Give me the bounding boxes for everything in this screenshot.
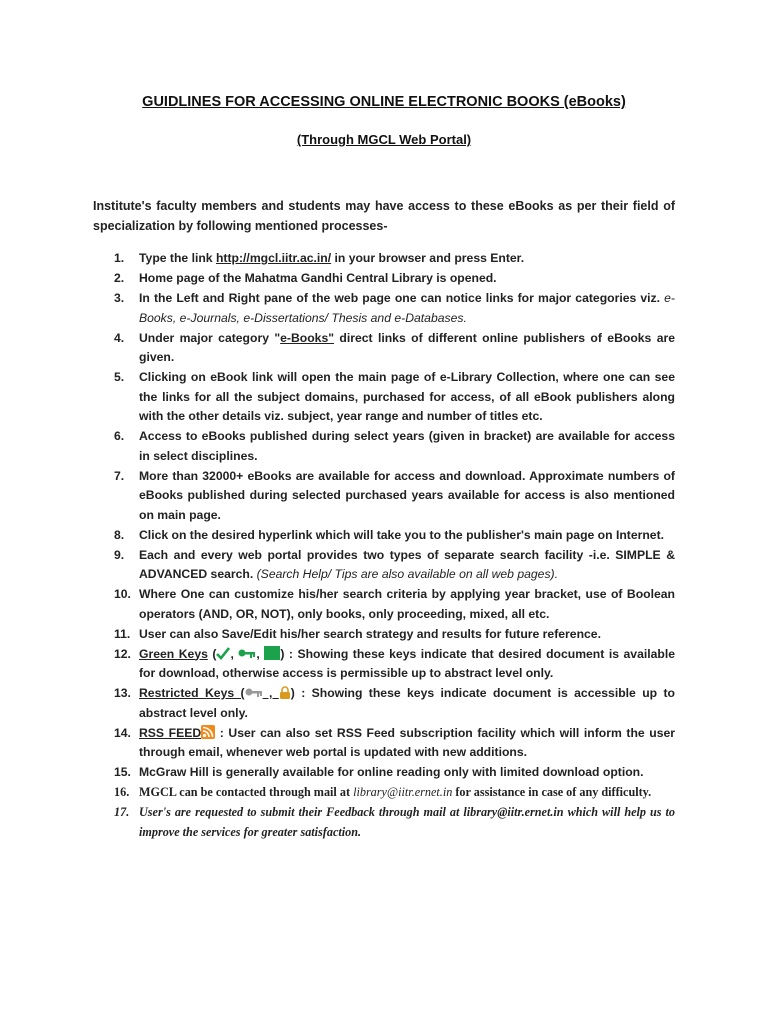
green-square-icon: [264, 646, 280, 660]
list-item-8: 8. Click on the desired hyperlink which will take you to the publisher's main page on Internet.: [114, 527, 665, 542]
list-item-11: 11. User can also Save/Edit his/her search strategy and results for future reference.: [114, 626, 601, 641]
list-item-9: 9. Each and every web portal provides two types of separate search facility -i.e. SIMPLE & ADVANCED search. (Search Help/ Tips are also available on all web pages).: [114, 547, 675, 581]
list-item-16: 16. MGCL can be contacted through mail at library@iitr.ernet.in for assistance in case of any difficulty.: [114, 785, 652, 799]
list-item-4: 4. Under major category "e-Books" direct links of different online publishers of eBooks are given.: [114, 330, 676, 364]
document-subtitle: (Through MGCL Web Portal): [296, 132, 472, 147]
portal-link[interactable]: http://mgcl.iitr.ac.in/: [215, 251, 332, 265]
list-item-3: 3. In the Left and Right pane of the web page one can notice links for major categories viz. e-Books, e-Journals, e-Dissertations/ Thesis and e-Databases.: [114, 291, 675, 325]
instruction-list: [93, 249, 675, 843]
list-item-15: 15. McGraw Hill is generally available for online reading only with limited download option.: [114, 765, 644, 779]
document-title: GUIDLINES FOR ACCESSING ONLINE ELECTRONIC BOOKS (eBooks): [142, 94, 626, 110]
list-item-14: 14. RSS FEED : User can also set RSS Feed subscription facility which will inform the user through email, whenever web portal is updated with new additions.: [114, 725, 676, 759]
list-item-6: 6. Access to eBooks published during select years (given in bracket) are available for access in select disciplines.: [114, 429, 675, 463]
list-item-7: 7. More than 32000+ eBooks are available for access and download. Approximate numbers of eBooks published during selected purchased years available for access is also mentioned on main page.: [114, 468, 675, 522]
green-key-icon: [238, 648, 256, 660]
list-item-17: 17. User's are requested to submit their Feedback through mail at library@iitr.ernet.in which will help us to improve the services for greater satisfaction.: [114, 805, 675, 839]
intro-paragraph: Institute's faculty members and students may have access to these eBooks as per their field of specialization by following mentioned processes-: [93, 199, 675, 233]
lock-icon: [279, 686, 291, 699]
check-icon: [216, 647, 230, 660]
list-item-2: 2. Home page of the Mahatma Gandhi Central Library is opened.: [114, 271, 497, 285]
contact-email[interactable]: library@iitr.ernet.in: [353, 785, 453, 799]
gray-key-icon: [245, 687, 263, 699]
list-item-5: 5. Clicking on eBook link will open the main page of e-Library Collection, where one can see the links for all the subject domains, purchased for access, of all eBook publishers along with the other details viz. subject, year range and number of titles etc.: [114, 370, 675, 423]
feedback-email[interactable]: library@iitr.ernet.in: [463, 805, 564, 819]
list-item-10: 10. Where One can customize his/her search criteria by applying year bracket, use of Boolean operators (AND, OR, NOT), only books, only proceeding, mixed, all etc.: [114, 587, 675, 621]
rss-icon: [201, 725, 215, 739]
list-item-1: 1. Type the link http://mgcl.iitr.ac.in/ in your browser and press Enter.: [114, 251, 525, 265]
list-item-13: 13. Restricted Keys ( , ) : Showing these keys indicate document is accessible up to abstract level only.: [114, 686, 675, 720]
list-item-12: 12. Green Keys ( , , ) : Showing these keys indicate that desired document is available for download, otherwise access is permissible up to abstract level only.: [114, 646, 676, 680]
